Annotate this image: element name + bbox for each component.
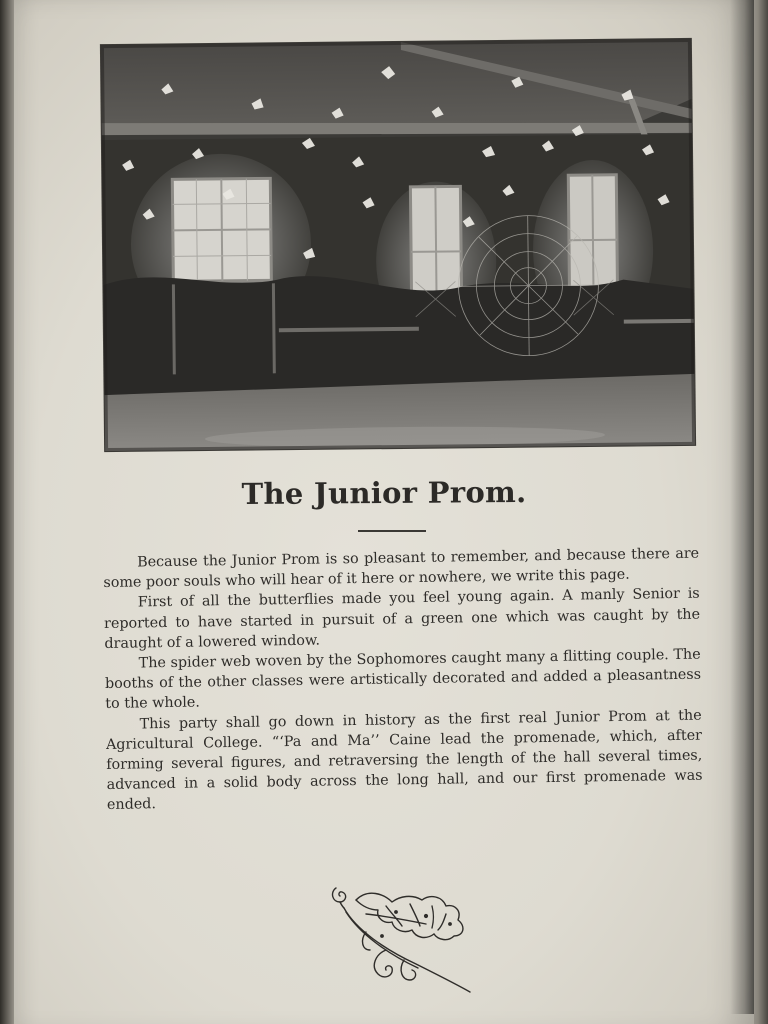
title-underline-rule	[358, 530, 426, 532]
article-title: The Junior Prom.	[241, 475, 527, 511]
paragraph-promenade: This party shall go down in history as the first real Junior Prom at the Agricultural College. “‘Pa and Ma’’ Caine lead the promenade, which, after forming several figures, and retraversing the length of the hall several times, advanced in a solid body across the long hall, and our first promenade was ended.	[105, 707, 703, 814]
article-body	[103, 544, 703, 816]
hall-photograph	[101, 39, 695, 451]
paragraph-spider-web: The spider web woven by the Sophomores caught many a flitting couple. The booths of the other classes were artistically decorated and added a pleasantness to the whole.	[104, 646, 702, 713]
paragraph-butterflies: First of all the butterflies made you feel young again. A manly Senior is reported to have started in pursuit of a green one which was caught by the draught of a lowered window.	[103, 586, 701, 652]
ornament-flourish-icon	[326, 880, 476, 998]
paragraph-intro: Because the Junior Prom is so pleasant to remember, and because there are some poor souls who will hear of it here or nowhere, we write this page.	[103, 545, 700, 592]
